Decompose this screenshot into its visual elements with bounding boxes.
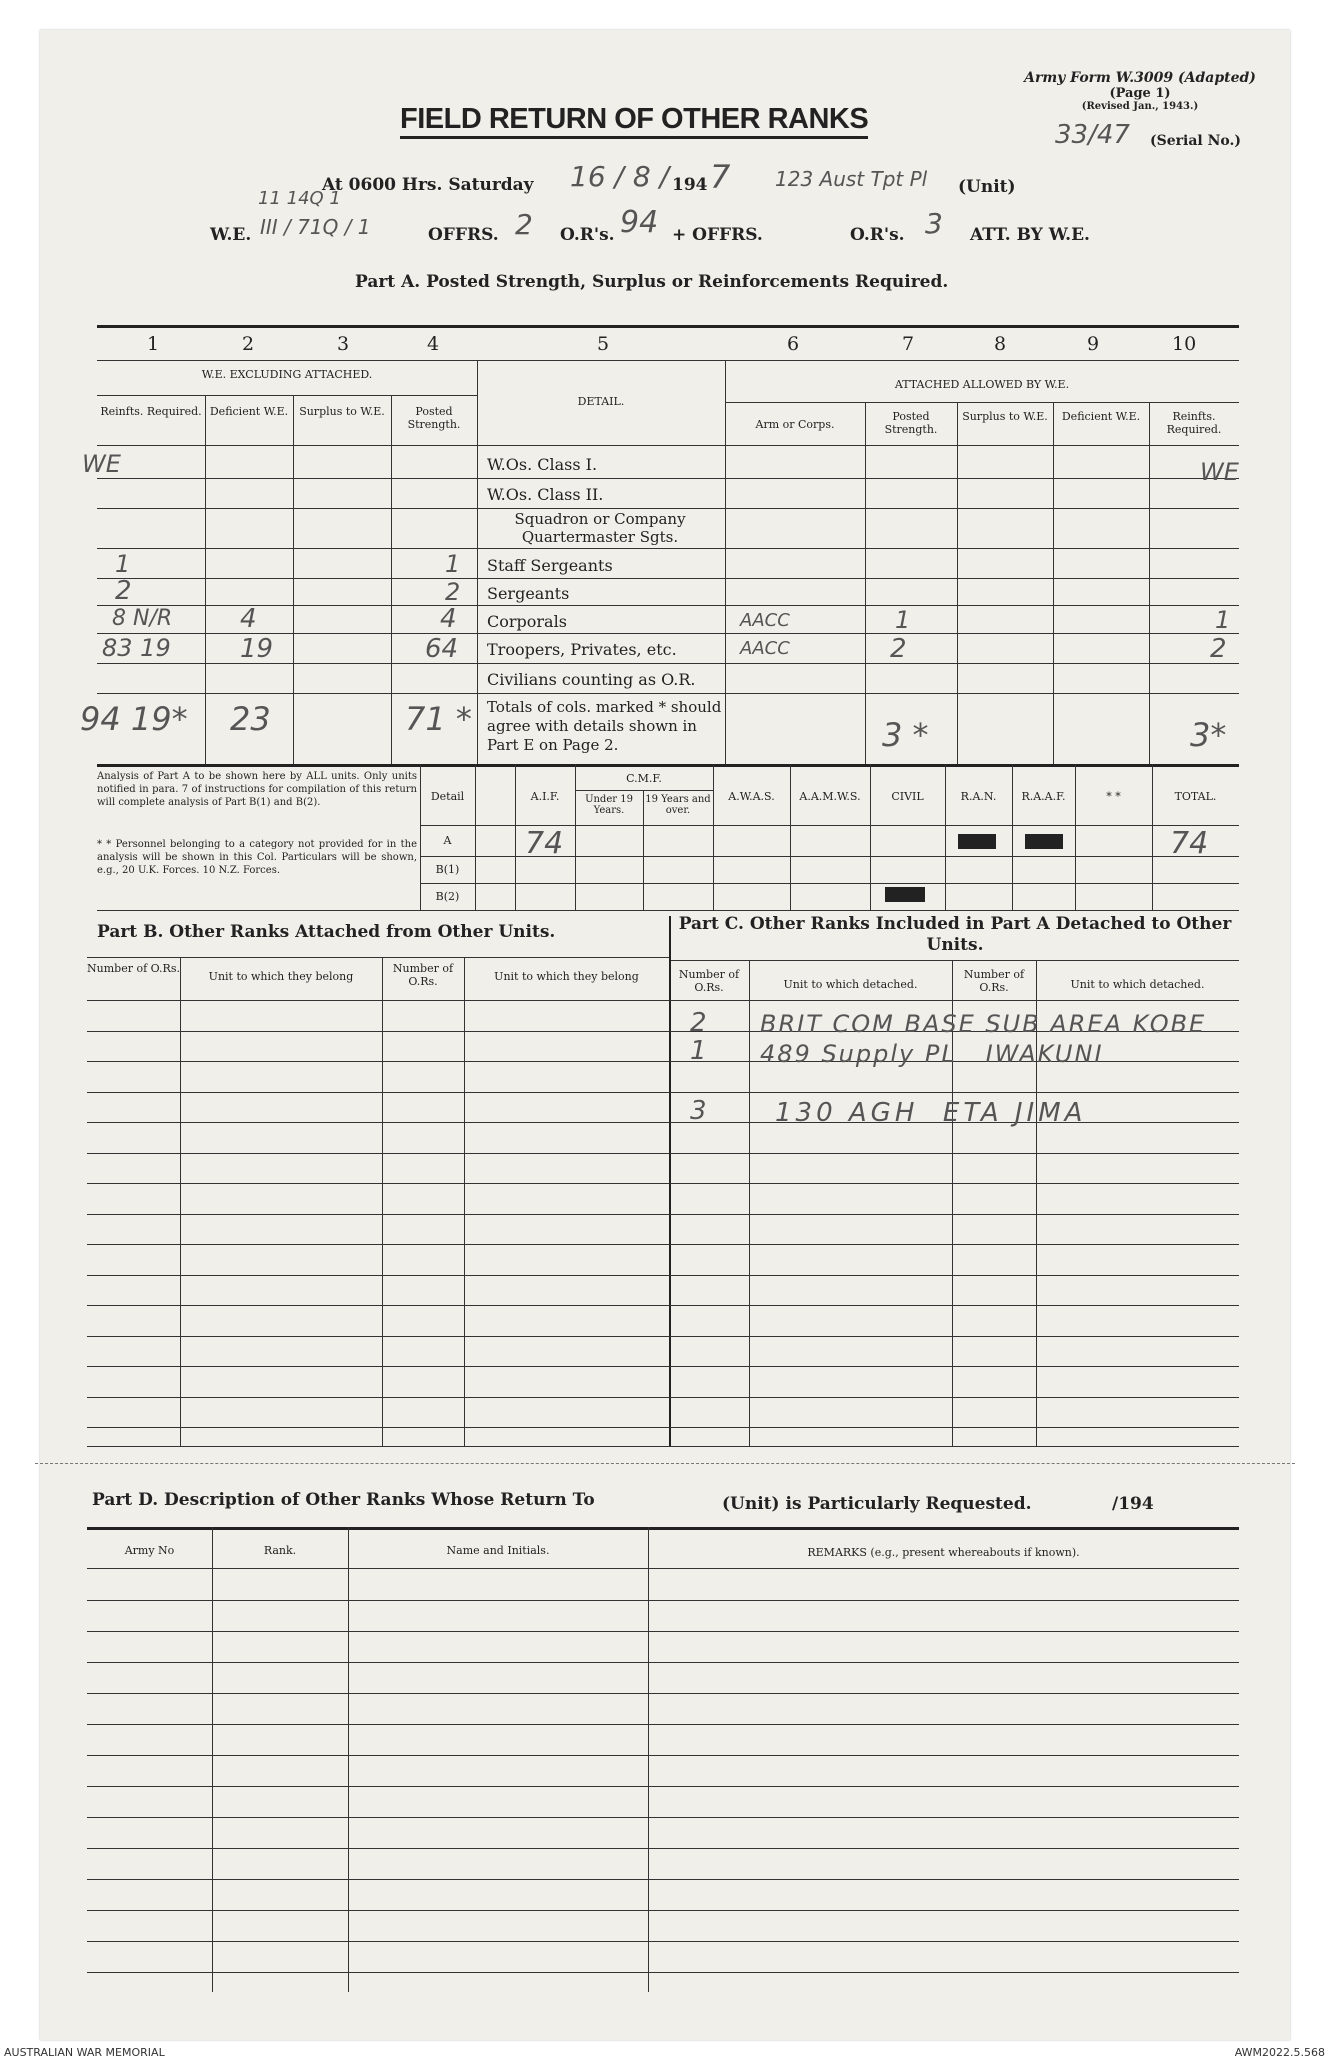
troopers-c4: 64 xyxy=(425,634,459,664)
col-rule xyxy=(1152,764,1153,910)
part-b-hdr-num2: Number of O.Rs. xyxy=(392,962,454,988)
part-c-entry3-unit: 130 AGH ETA JIMA xyxy=(775,1098,1087,1128)
serial-label: (Serial No.) xyxy=(1150,133,1241,149)
part-c-hdr-unit1: Unit to which detached. xyxy=(783,978,918,991)
part-c-hdr-unit2: Unit to which detached. xyxy=(1070,978,1205,991)
detail-civilians: Civilians counting as O.R. xyxy=(487,670,696,689)
group-right-header: ATTACHED ALLOWED BY W.E. xyxy=(894,378,1070,391)
unit-label: (Unit) xyxy=(958,177,1016,197)
ruled-line xyxy=(87,1366,1239,1367)
att-label: ATT. BY W.E. xyxy=(970,225,1090,245)
col-rule xyxy=(475,764,476,910)
ruled-line xyxy=(87,1786,1239,1787)
at-label: At 0600 Hrs. Saturday xyxy=(322,175,534,195)
part-d-title: Part D. Description of Other Ranks Whose Return To xyxy=(92,1490,595,1510)
row-rule xyxy=(97,910,1239,911)
col-rule xyxy=(1053,402,1054,764)
troopers-c1: 83 19 xyxy=(102,634,171,662)
col-rule xyxy=(515,764,516,910)
ors-hand: 94 xyxy=(620,205,659,240)
part-a-numbers-rule xyxy=(97,360,1239,361)
page-title: FIELD RETURN OF OTHER RANKS xyxy=(400,103,868,139)
analysis-hdr-aamws: A.A.M.W.S. xyxy=(799,790,861,803)
perforation-line xyxy=(35,1463,1295,1464)
ruled-line xyxy=(87,1244,1239,1245)
part-a-top-rule xyxy=(97,325,1239,328)
analysis-row-a: A xyxy=(443,834,452,847)
row-rule xyxy=(97,605,1239,606)
analysis-aif-a: 74 xyxy=(525,826,564,861)
analysis-hdr-other: * * xyxy=(1106,790,1121,803)
part-c-title: Part C. Other Ranks Included in Part A Detached to Other Units. xyxy=(678,914,1232,955)
col-rule xyxy=(713,764,714,910)
ruled-line xyxy=(87,1817,1239,1818)
part-b-hdr-num1: Number of O.Rs. xyxy=(87,962,180,975)
col-rule xyxy=(477,360,478,764)
col-rule xyxy=(575,764,576,910)
col-rule xyxy=(348,1527,349,1992)
ruled-line xyxy=(87,1397,1239,1398)
offrs-label: OFFRS. xyxy=(428,225,499,245)
ruled-line xyxy=(87,1755,1239,1756)
ruled-line xyxy=(87,1000,1239,1001)
col-rule xyxy=(391,395,392,764)
part-c-entry1-unit: BRIT COM BASE SUB AREA KOBE xyxy=(760,1010,1207,1038)
analysis-row-b2: B(2) xyxy=(435,890,460,903)
corporals-c4: 4 xyxy=(440,604,457,634)
part-a-title: Part A. Posted Strength, Surplus or Reinforcements Required. xyxy=(355,272,949,292)
detail-wo2: W.Os. Class II. xyxy=(487,485,604,504)
analysis-hdr-cmf: C.M.F. xyxy=(626,772,662,785)
part-d-hdr-rank: Rank. xyxy=(263,1544,297,1557)
corporals-c1: 8 N/R xyxy=(112,606,173,631)
col-rule xyxy=(957,402,958,764)
ruled-line xyxy=(87,1214,1239,1215)
corporals-c7: 1 xyxy=(895,606,911,634)
hdr-reinfts-required: Reinfts. Required. xyxy=(100,405,202,418)
ruled-line xyxy=(87,1724,1239,1725)
col-num-2: 2 xyxy=(242,333,255,355)
hdr-att-deficient: Deficient W.E. xyxy=(1061,410,1141,423)
hdr-posted-strength: Posted Strength. xyxy=(407,405,461,431)
form-ref-line1: Army Form W.3009 (Adapted) xyxy=(1024,70,1256,86)
part-a-header-rule xyxy=(97,445,1239,446)
analysis-total-a: 74 xyxy=(1170,826,1209,861)
detail-sergeants: Sergeants xyxy=(487,584,570,603)
part-d-hdr-remarks: REMARKS (e.g., present whereabouts if known). xyxy=(807,1546,1080,1559)
part-bc-bottom-rule xyxy=(87,1446,1239,1447)
totals-c1: 94 19* xyxy=(80,700,188,738)
part-d-title-2: (Unit) is Particularly Requested. xyxy=(722,1494,1032,1514)
totals-c7: 3 * xyxy=(882,716,929,754)
col-num-5: 5 xyxy=(597,333,610,355)
ruled-line xyxy=(87,1693,1239,1694)
ruled-line xyxy=(87,1183,1239,1184)
footer-left: AUSTRALIAN WAR MEMORIAL xyxy=(4,2046,165,2059)
col-rule xyxy=(293,395,294,764)
corporals-c10: 1 xyxy=(1215,606,1231,634)
we-hand: III / 71Q / 1 xyxy=(260,215,371,239)
part-b-hdr-unit1: Unit to which they belong xyxy=(208,970,354,983)
unit-hand: 123 Aust Tpt Pl xyxy=(775,167,928,191)
row-rule xyxy=(97,578,1239,579)
ruled-line xyxy=(87,1305,1239,1306)
ruled-line xyxy=(87,1092,1239,1093)
detail-corporals: Corporals xyxy=(487,612,567,631)
date-hand: 16 / 8 / xyxy=(570,160,670,193)
ran-blackout xyxy=(958,834,996,849)
col-num-1: 1 xyxy=(147,333,160,355)
group-left-rule xyxy=(97,395,477,396)
offrs-hand: 2 xyxy=(515,208,533,241)
corporals-c2: 4 xyxy=(240,604,257,634)
col-rule xyxy=(945,764,946,910)
ruled-line xyxy=(87,1848,1239,1849)
ruled-line xyxy=(87,1662,1239,1663)
totals-c10: 3* xyxy=(1190,716,1227,754)
ruled-line xyxy=(87,1910,1239,1911)
year-hand: 7 xyxy=(710,158,731,196)
civil-blackout xyxy=(885,887,925,902)
troopers-c6: AACC xyxy=(740,638,790,659)
col-rule xyxy=(749,960,750,1446)
analysis-hdr-raaf: R.A.A.F. xyxy=(1021,790,1066,803)
col-rule xyxy=(1012,764,1013,910)
group-left-header: W.E. EXCLUDING ATTACHED. xyxy=(201,368,373,381)
troopers-c7: 2 xyxy=(890,634,907,664)
part-c-entry2-num: 1 xyxy=(690,1036,707,1066)
corporals-c6: AACC xyxy=(740,610,790,631)
hdr-deficient-we: Deficient W.E. xyxy=(209,405,289,418)
form-ref-revised: (Revised Jan., 1943.) xyxy=(1081,101,1199,112)
col-rule xyxy=(205,395,206,764)
part-d-hdr-army-no: Army No xyxy=(124,1544,175,1557)
we-hand-top: 11 14Q 1 xyxy=(258,188,341,209)
analysis-hdr-under19: Under 19 Years. xyxy=(585,794,633,816)
part-d-date-tail: /194 xyxy=(1112,1494,1154,1514)
col-rule xyxy=(648,1527,649,1992)
part-b-top-rule xyxy=(87,957,669,958)
part-d-hdr-name: Name and Initials. xyxy=(446,1544,550,1557)
col-rule xyxy=(212,1527,213,1992)
part-c-top-rule xyxy=(669,960,1239,961)
staff-sgts-c1: 1 xyxy=(115,550,131,578)
ruled-line xyxy=(87,1336,1239,1337)
hdr-surplus-we: Surplus to W.E. xyxy=(299,405,385,418)
troopers-c10: 2 xyxy=(1210,634,1227,664)
year-printed: 194 xyxy=(672,175,708,195)
col-rule xyxy=(725,360,726,764)
we-mark-left: WE xyxy=(82,450,121,478)
group-right-rule xyxy=(725,402,1239,403)
ruled-line xyxy=(87,1427,1239,1428)
part-b-hdr-unit2: Unit to which they belong xyxy=(494,970,639,983)
detail-wo1: W.Os. Class I. xyxy=(487,455,598,474)
column-numbers xyxy=(97,333,1239,357)
we-label: W.E. xyxy=(210,225,252,245)
col-rule xyxy=(1075,764,1076,910)
cmf-rule xyxy=(575,790,713,791)
ruled-line xyxy=(87,1600,1239,1601)
ruled-line xyxy=(87,1153,1239,1154)
ruled-line xyxy=(87,1879,1239,1880)
hdr-att-reinfts: Reinfts. Required. xyxy=(1166,410,1222,436)
hdr-att-posted: Posted Strength. xyxy=(884,410,938,436)
row-rule xyxy=(420,883,1239,884)
ruled-line xyxy=(87,1275,1239,1276)
part-b-title: Part B. Other Ranks Attached from Other Units. xyxy=(97,922,556,942)
ruled-line xyxy=(87,1631,1239,1632)
ruled-line xyxy=(87,1941,1239,1942)
staff-sgts-c4: 1 xyxy=(445,550,461,578)
part-d-header-rule xyxy=(87,1568,1239,1569)
analysis-hdr-detail: Detail xyxy=(430,790,465,803)
ors-label: O.R's. xyxy=(560,225,615,245)
analysis-hdr-aif: A.I.F. xyxy=(530,790,560,803)
analysis-hdr-civil: CIVIL xyxy=(891,790,924,803)
detail-troopers: Troopers, Privates, etc. xyxy=(487,640,677,659)
analysis-hdr-ran: R.A.N. xyxy=(960,790,997,803)
col-num-7: 7 xyxy=(902,333,915,355)
col-rule xyxy=(1149,402,1150,764)
hdr-att-surplus: Surplus to W.E. xyxy=(962,410,1048,423)
part-c-hdr-num2: Number of O.Rs. xyxy=(963,968,1025,994)
row-rule xyxy=(97,478,1239,479)
part-c-entry3-num: 3 xyxy=(690,1096,707,1126)
we-mark-right: WE xyxy=(1200,458,1239,486)
sergeants-c4: 2 xyxy=(445,578,461,606)
sergeants-c1: 2 xyxy=(115,576,132,606)
part-c-entry2-unit: 489 Supply PL IWAKUNI xyxy=(760,1040,1104,1068)
col-num-10: 10 xyxy=(1172,333,1197,355)
detail-totals: Totals of cols. marked * should agree with details shown in Part E on Page 2. xyxy=(487,698,722,754)
troopers-c2: 19 xyxy=(240,634,274,664)
analysis-hdr-total: TOTAL. xyxy=(1174,790,1217,803)
col-num-3: 3 xyxy=(337,333,350,355)
footer-right: AWM2022.5.568 xyxy=(1234,2046,1325,2059)
plus-offrs-label: + OFFRS. xyxy=(672,225,763,245)
part-d-top-rule xyxy=(87,1527,1239,1530)
totals-c2: 23 xyxy=(230,700,271,738)
serial-value: 33/47 xyxy=(1055,120,1130,150)
part-c-hdr-num1: Number of O.Rs. xyxy=(678,968,740,994)
part-c-entry1-num: 2 xyxy=(690,1008,707,1038)
col-num-8: 8 xyxy=(994,333,1007,355)
part-a-bottom-rule xyxy=(97,764,1239,767)
col-rule xyxy=(865,402,866,764)
col-num-9: 9 xyxy=(1087,333,1100,355)
form-reference xyxy=(1010,70,1270,112)
col-num-6: 6 xyxy=(787,333,800,355)
ors-hand-2: 3 xyxy=(925,207,943,240)
analysis-hdr-19over: 19 Years and over. xyxy=(645,794,711,816)
detail-staff-sgts: Staff Sergeants xyxy=(487,556,613,575)
form-ref-page: (Page 1) xyxy=(1109,86,1171,101)
row-rule xyxy=(97,693,1239,694)
row-rule xyxy=(97,548,1239,549)
analysis-note-2: * * Personnel belonging to a category not provided for in the analysis will be shown in this Col. Particulars will be shown, e.g., 20 U.K. Forces. 10 N.Z. Forces. xyxy=(97,839,417,876)
analysis-note-1: Analysis of Part A to be shown here by ALL units. Only units notified in para. 7 of instructions for compilation of this return will complete analysis of Part B(1) and B(2). xyxy=(97,771,417,808)
raaf-blackout xyxy=(1025,834,1063,849)
ors-label-2: O.R's. xyxy=(850,225,905,245)
ruled-line xyxy=(87,1972,1239,1973)
analysis-row-b1: B(1) xyxy=(435,863,460,876)
row-rule xyxy=(97,508,1239,509)
hdr-arm-corps: Arm or Corps. xyxy=(755,418,835,431)
col-rule xyxy=(790,764,791,910)
detail-qm-sgts: Squadron or Company Quartermaster Sgts. xyxy=(514,510,686,546)
detail-header: DETAIL. xyxy=(577,395,625,408)
col-rule xyxy=(870,764,871,910)
analysis-hdr-awas: A.W.A.S. xyxy=(728,790,775,803)
col-num-4: 4 xyxy=(427,333,440,355)
totals-c4: 71 * xyxy=(405,700,472,738)
